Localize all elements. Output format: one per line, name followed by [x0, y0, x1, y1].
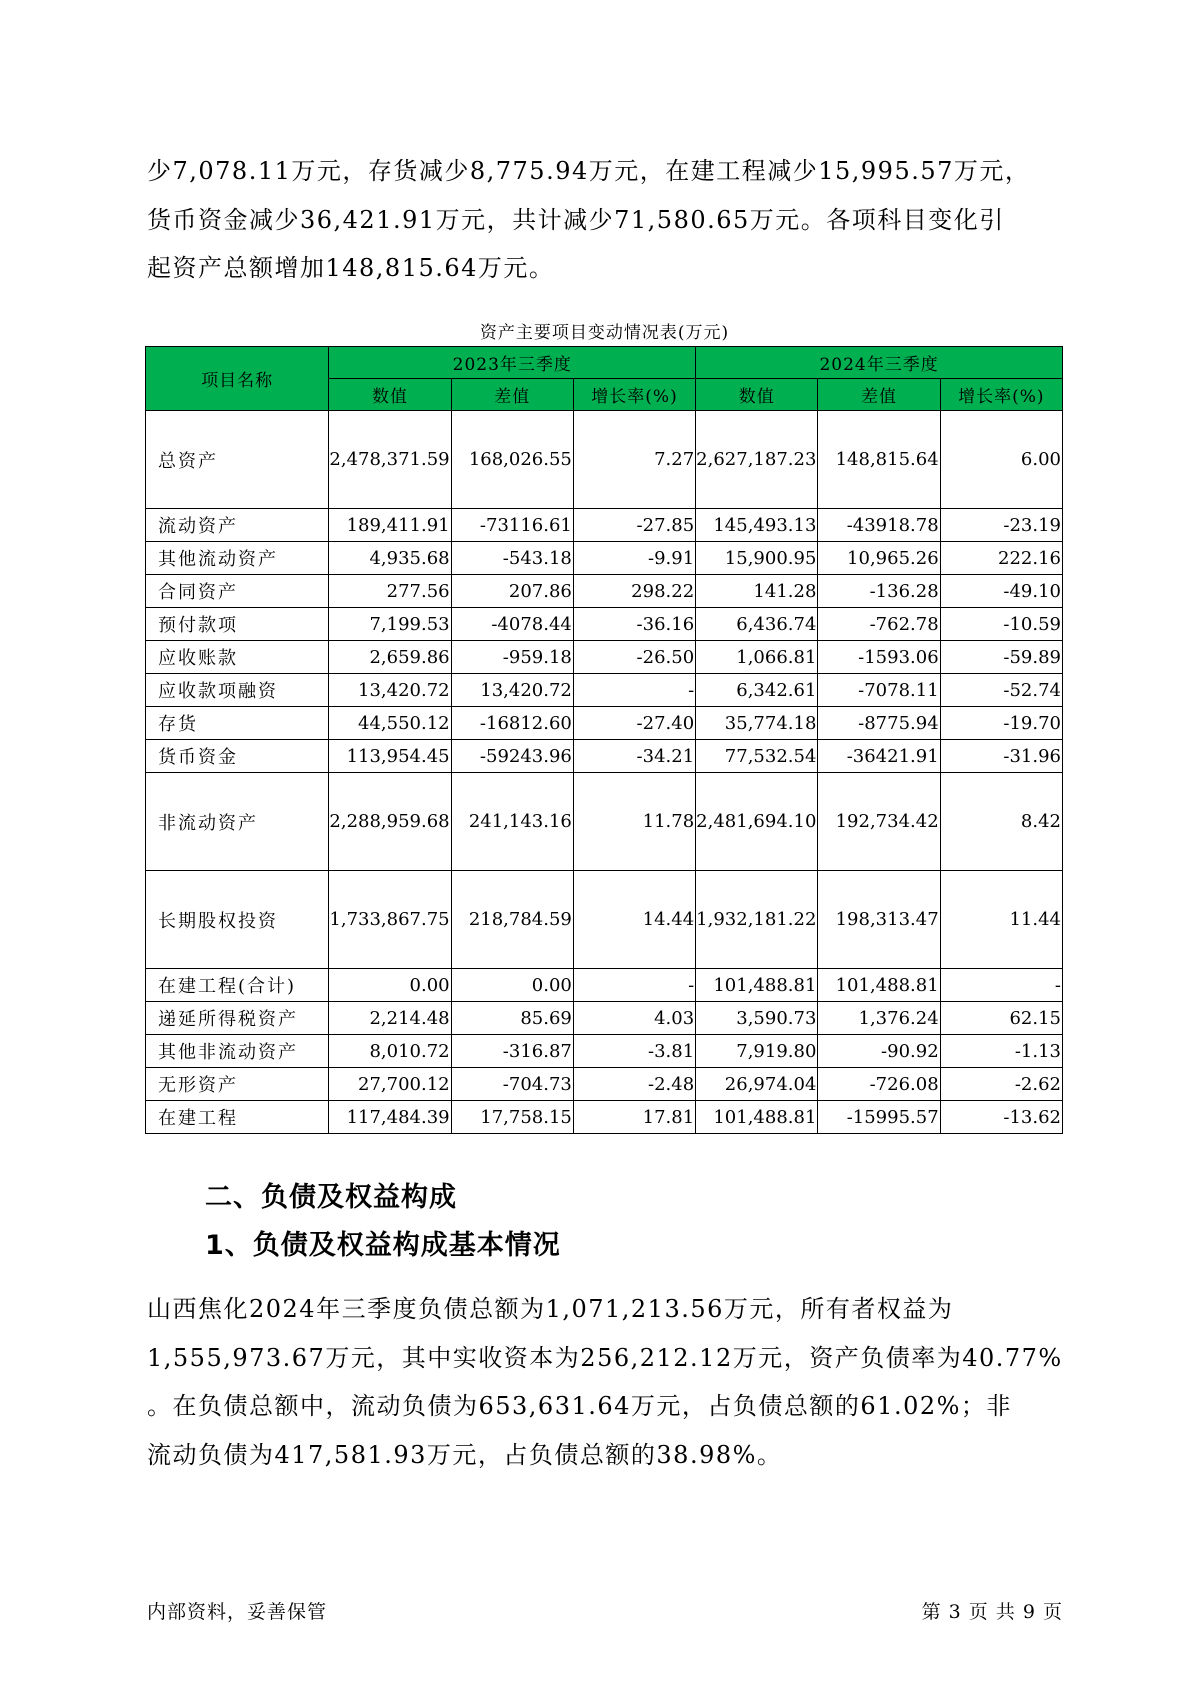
- row-cell: -2.48: [573, 1068, 695, 1101]
- row-cell: 6.00: [940, 411, 1062, 509]
- row-cell: -136.28: [818, 575, 940, 608]
- row-cell: 8.42: [940, 773, 1062, 871]
- row-cell: 145,493.13: [696, 509, 818, 542]
- paragraph-line: 山西焦化2024年三季度负债总额为1,071,213.56万元，所有者权益为: [147, 1295, 954, 1323]
- row-cell: 117,484.39: [329, 1101, 451, 1134]
- header-group-2024: 2024年三季度: [696, 347, 1063, 379]
- row-cell: -23.19: [940, 509, 1062, 542]
- row-cell: 2,659.86: [329, 641, 451, 674]
- row-item-name: 总资产: [146, 411, 329, 509]
- row-cell: 11.44: [940, 871, 1062, 969]
- row-cell: 44,550.12: [329, 707, 451, 740]
- row-cell: -959.18: [451, 641, 573, 674]
- row-cell: -34.21: [573, 740, 695, 773]
- header-value-2023: 数值: [329, 379, 451, 411]
- footer-page-number: 第 3 页 共 9 页: [921, 1601, 1063, 1623]
- row-cell: 15,900.95: [696, 542, 818, 575]
- table-row: [146, 575, 1063, 608]
- row-cell: 113,954.45: [329, 740, 451, 773]
- table-row: [146, 674, 1063, 707]
- row-cell: -726.08: [818, 1068, 940, 1101]
- row-cell: -762.78: [818, 608, 940, 641]
- paragraph-line: 少7,078.11万元，存货减少8,775.94万元，在建工程减少15,995.57万元，: [147, 157, 1031, 185]
- row-cell: 218,784.59: [451, 871, 573, 969]
- row-cell: -27.85: [573, 509, 695, 542]
- row-cell: -52.74: [940, 674, 1062, 707]
- row-cell: 198,313.47: [818, 871, 940, 969]
- row-cell: 2,288,959.68: [329, 773, 451, 871]
- row-cell: 6,342.61: [696, 674, 818, 707]
- table-row: [146, 608, 1063, 641]
- row-item-name: 应收账款: [146, 641, 329, 674]
- row-item-name: 货币资金: [146, 740, 329, 773]
- table-row: [146, 641, 1063, 674]
- table-row: [146, 969, 1063, 1002]
- row-cell: -543.18: [451, 542, 573, 575]
- row-item-name: 流动资产: [146, 509, 329, 542]
- paragraph-line: 流动负债为417,581.93万元，占负债总额的38.98%。: [147, 1440, 783, 1469]
- row-cell: 13,420.72: [451, 674, 573, 707]
- table-row: [146, 773, 1063, 871]
- row-cell: 189,411.91: [329, 509, 451, 542]
- liability-paragraph: [147, 1285, 1062, 1479]
- row-cell: -43918.78: [818, 509, 940, 542]
- row-cell: 10,965.26: [818, 542, 940, 575]
- row-cell: -16812.60: [451, 707, 573, 740]
- row-cell: -704.73: [451, 1068, 573, 1101]
- row-cell: 17.81: [573, 1101, 695, 1134]
- row-cell: 2,481,694.10: [696, 773, 818, 871]
- row-cell: 101,488.81: [818, 969, 940, 1002]
- row-cell: 141.28: [696, 575, 818, 608]
- row-item-name: 递延所得税资产: [146, 1002, 329, 1035]
- row-cell: 1,733,867.75: [329, 871, 451, 969]
- header-value-2024: 数值: [696, 379, 818, 411]
- row-cell: 7,199.53: [329, 608, 451, 641]
- paragraph-line: 1,555,973.67万元，其中实收资本为256,212.12万元，资产负债率为40.77%: [147, 1343, 1063, 1372]
- row-item-name: 在建工程(合计): [146, 969, 329, 1002]
- row-item-name: 应收款项融资: [146, 674, 329, 707]
- row-cell: 1,932,181.22: [696, 871, 818, 969]
- row-item-name: 合同资产: [146, 575, 329, 608]
- header-diff-2024: 差值: [818, 379, 940, 411]
- row-item-name: 预付款项: [146, 608, 329, 641]
- table-row: [146, 740, 1063, 773]
- row-cell: 4.03: [573, 1002, 695, 1035]
- row-item-name: 存货: [146, 707, 329, 740]
- row-cell: 0.00: [451, 969, 573, 1002]
- row-cell: 277.56: [329, 575, 451, 608]
- row-cell: -26.50: [573, 641, 695, 674]
- row-cell: 0.00: [329, 969, 451, 1002]
- row-cell: -3.81: [573, 1035, 695, 1068]
- row-cell: 168,026.55: [451, 411, 573, 509]
- header-growth-2023: 增长率(%): [573, 379, 695, 411]
- footer-confidential-note: 内部资料，妥善保管: [147, 1601, 328, 1623]
- table-row: [146, 542, 1063, 575]
- paragraph-line: 。在负债总额中，流动负债为653,631.64万元，占负债总额的61.02%；非: [147, 1392, 1012, 1420]
- row-item-name: 其他流动资产: [146, 542, 329, 575]
- row-cell: 7.27: [573, 411, 695, 509]
- row-item-name: 非流动资产: [146, 773, 329, 871]
- row-cell: 298.22: [573, 575, 695, 608]
- row-item-name: 长期股权投资: [146, 871, 329, 969]
- row-cell: 1,376.24: [818, 1002, 940, 1035]
- table-row: [146, 1002, 1063, 1035]
- row-cell: 207.86: [451, 575, 573, 608]
- row-cell: -59.89: [940, 641, 1062, 674]
- row-cell: 17,758.15: [451, 1101, 573, 1134]
- row-cell: 101,488.81: [696, 1101, 818, 1134]
- header-item-name: 项目名称: [146, 347, 329, 411]
- row-cell: -: [573, 674, 695, 707]
- paragraph-line: 起资产总额增加148,815.64万元。: [147, 254, 555, 282]
- row-cell: 1,066.81: [696, 641, 818, 674]
- row-cell: -8775.94: [818, 707, 940, 740]
- table-row: [146, 509, 1063, 542]
- row-cell: 62.15: [940, 1002, 1062, 1035]
- row-cell: -90.92: [818, 1035, 940, 1068]
- row-cell: -27.40: [573, 707, 695, 740]
- section-heading: 二、负债及权益构成: [205, 1182, 457, 1213]
- row-cell: 8,010.72: [329, 1035, 451, 1068]
- row-cell: -36.16: [573, 608, 695, 641]
- row-cell: -10.59: [940, 608, 1062, 641]
- table-row: [146, 707, 1063, 740]
- row-cell: 222.16: [940, 542, 1062, 575]
- row-cell: -4078.44: [451, 608, 573, 641]
- asset-change-table: [145, 346, 1063, 1134]
- row-cell: 26,974.04: [696, 1068, 818, 1101]
- row-cell: 2,478,371.59: [329, 411, 451, 509]
- row-cell: 35,774.18: [696, 707, 818, 740]
- row-cell: 2,214.48: [329, 1002, 451, 1035]
- table-row: [146, 1068, 1063, 1101]
- row-cell: -59243.96: [451, 740, 573, 773]
- row-cell: 13,420.72: [329, 674, 451, 707]
- row-cell: 192,734.42: [818, 773, 940, 871]
- header-diff-2023: 差值: [451, 379, 573, 411]
- row-cell: -19.70: [940, 707, 1062, 740]
- row-cell: -73116.61: [451, 509, 573, 542]
- header-growth-2024: 增长率(%): [940, 379, 1062, 411]
- row-item-name: 在建工程: [146, 1101, 329, 1134]
- row-cell: 14.44: [573, 871, 695, 969]
- table-caption: 资产主要项目变动情况表(万元): [479, 323, 730, 343]
- table-row: [146, 411, 1063, 509]
- row-cell: 85.69: [451, 1002, 573, 1035]
- row-cell: 148,815.64: [818, 411, 940, 509]
- row-cell: -13.62: [940, 1101, 1062, 1134]
- row-cell: 3,590.73: [696, 1002, 818, 1035]
- paragraph-line: 货币资金减少36,421.91万元，共计减少71,580.65万元。各项科目变化引: [147, 205, 1005, 234]
- row-item-name: 其他非流动资产: [146, 1035, 329, 1068]
- row-cell: -36421.91: [818, 740, 940, 773]
- row-cell: -: [940, 969, 1062, 1002]
- row-cell: -49.10: [940, 575, 1062, 608]
- row-cell: -316.87: [451, 1035, 573, 1068]
- row-cell: -15995.57: [818, 1101, 940, 1134]
- row-cell: 2,627,187.23: [696, 411, 818, 509]
- row-cell: -1593.06: [818, 641, 940, 674]
- row-cell: 7,919.80: [696, 1035, 818, 1068]
- table-row: [146, 1035, 1063, 1068]
- header-group-2023: 2023年三季度: [329, 347, 696, 379]
- row-cell: 77,532.54: [696, 740, 818, 773]
- intro-paragraph: [147, 147, 1062, 293]
- row-cell: 101,488.81: [696, 969, 818, 1002]
- row-cell: 241,143.16: [451, 773, 573, 871]
- row-cell: 27,700.12: [329, 1068, 451, 1101]
- row-cell: -31.96: [940, 740, 1062, 773]
- row-cell: -: [573, 969, 695, 1002]
- row-cell: -9.91: [573, 542, 695, 575]
- subsection-heading: 1、负债及权益构成基本情况: [205, 1230, 561, 1261]
- row-cell: -1.13: [940, 1035, 1062, 1068]
- row-cell: 11.78: [573, 773, 695, 871]
- row-cell: 6,436.74: [696, 608, 818, 641]
- row-cell: -7078.11: [818, 674, 940, 707]
- table-row: [146, 1101, 1063, 1134]
- table-row: [146, 871, 1063, 969]
- row-cell: -2.62: [940, 1068, 1062, 1101]
- row-cell: 4,935.68: [329, 542, 451, 575]
- row-item-name: 无形资产: [146, 1068, 329, 1101]
